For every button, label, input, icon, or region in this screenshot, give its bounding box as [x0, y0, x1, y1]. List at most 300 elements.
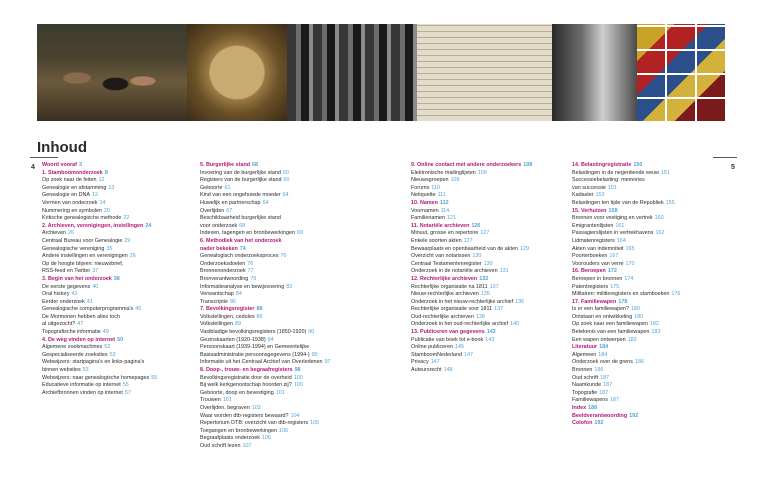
toc-entry: [42, 230, 202, 238]
toc-entry-title: Passagierslijsten in vertrekhavens: [572, 230, 654, 237]
toc-entry-title: Registers van de burgerlijke stand: [200, 177, 282, 184]
toc-entry: [572, 367, 732, 375]
toc-entry-title: Oud schrift lezen: [200, 442, 241, 449]
toc-entry: [572, 306, 732, 314]
toc-entry: [572, 276, 732, 284]
toc-page-number: 67: [226, 207, 233, 214]
toc-entry: [572, 246, 732, 254]
toc-entry-title: Beroepen in bronnen: [572, 275, 623, 282]
toc-entry: [572, 337, 732, 345]
toc-page-number: 12: [98, 177, 105, 184]
toc-chapter-entry: [42, 170, 202, 178]
toc-chapter-entry: [572, 344, 732, 352]
toc-entry-title: Toegangen en bronbewerkingen: [200, 427, 278, 434]
toc-entry-title: Huwelijk en partnerschap: [200, 199, 261, 206]
toc-entry-title: Bevolkingsregistratie door de overheid: [200, 374, 292, 381]
toc-page-number: 41: [86, 298, 93, 305]
toc-chapter-entry: [200, 306, 360, 314]
toc-entry-title: Beschikbaarheid burgerlijke stand: [200, 215, 281, 222]
toc-entry-title: nader bekeken: [200, 245, 238, 252]
family-portrait-image: [37, 24, 187, 121]
toc-entry: [200, 359, 360, 367]
toc-entry-title: Genealogie en afstamming: [42, 184, 107, 191]
toc-entry-title: Privacy: [411, 359, 429, 366]
toc-entry-title: 14. Belastingregistratie: [572, 162, 632, 168]
toc-entry-title: Beeldverantwoording: [572, 412, 628, 419]
toc-chapter-entry: [411, 329, 571, 337]
toc-page-number: 82: [286, 283, 293, 290]
toc-page-number: 187: [603, 382, 613, 389]
toc-entry: [42, 352, 202, 360]
toc-page-number: 142: [486, 329, 496, 336]
toc-entry-title: Onderzoeksdoelen: [200, 260, 246, 267]
toc-entry: [411, 321, 571, 329]
toc-entry-title: Bronnen voor vestiging en vertrek: [572, 215, 653, 222]
toc-page-number: 129: [520, 245, 529, 252]
toc-chapter-entry: [572, 299, 732, 307]
toc-entry-title: Lidmatenregisters: [572, 237, 615, 244]
toc-page-number: 40: [92, 283, 99, 290]
toc-entry-title: Informatieanalyse en bewijsvoering: [200, 283, 285, 290]
toc-entry: [572, 170, 732, 178]
toc-entry-title: Literatuur: [572, 344, 598, 351]
toc-entry-title: Netiquette: [411, 192, 436, 199]
toc-page-number: 147: [463, 351, 473, 358]
toc-entry-title: Publicatie van boek tot e-book: [411, 336, 484, 343]
toc-page-number: 187: [609, 397, 619, 404]
toc-page-number: 164: [616, 237, 626, 244]
toc-entry: [42, 367, 202, 375]
toc-entry: [42, 291, 202, 299]
toc-entry: [42, 185, 202, 193]
toc-entry: [42, 344, 202, 352]
toc-entry: [200, 390, 360, 398]
toc-entry-title: Op zoek naar een familiewapen: [572, 321, 648, 328]
toc-entry: [200, 299, 360, 307]
page-number-left: 4: [31, 164, 35, 171]
toc-entry: [200, 223, 360, 231]
toc-entry: [411, 352, 571, 360]
toc-entry-title: Archieven: [42, 230, 66, 237]
toc-page-number: 153: [595, 192, 605, 199]
toc-page-number: 188: [588, 405, 598, 411]
toc-entry: [572, 230, 732, 238]
toc-entry-title: Betekenis van een familiewapen: [572, 329, 650, 336]
toc-entry-title: Rechterlijke organisatie voor 1811: [411, 306, 493, 313]
toc-chapter-entry: [572, 162, 732, 170]
toc-page-number: 111: [437, 192, 446, 199]
toc-page-number: 103: [251, 405, 261, 411]
right-rule-divider: [713, 157, 737, 158]
toc-entry-title: Begraafplaats onderzoek: [200, 435, 260, 442]
toc-entry: [200, 435, 360, 443]
toc-entry-title: Naamkunde: [572, 382, 602, 389]
toc-entry-title: Oud-rechterlijke archieven: [411, 313, 474, 320]
toc-page-number: 101: [275, 389, 285, 396]
toc-entry-title: Voornamen: [411, 207, 439, 214]
toc-entry: [572, 382, 732, 390]
coats-of-arms-image: [637, 24, 727, 121]
toc-entry-title: Genealogische vereniging: [42, 245, 105, 252]
toc-entry: [411, 337, 571, 345]
toc-page-number: 184: [599, 344, 609, 351]
toc-chapter-entry: [411, 162, 571, 170]
toc-entry-title: De Mormonen hebben alles toch: [42, 313, 120, 320]
toc-entry: [572, 223, 732, 231]
toc-entry-title: Online publiceren: [411, 344, 453, 351]
toc-page-number: 104: [290, 412, 300, 419]
toc-page-number: 187: [599, 389, 609, 396]
toc-page-number: 69: [297, 230, 304, 237]
toc-entry-title: van successie: [572, 184, 606, 191]
toc-entry-title: Kadaster: [572, 192, 594, 199]
toc-entry-title: Transcriptie: [200, 298, 228, 305]
toc-page-number: 64: [282, 192, 289, 199]
toc-chapter-entry: [411, 276, 571, 284]
toc-entry-title: Webwijzers: naar genealogische homepages: [42, 374, 150, 381]
toc-entry-title: 15. Verhuizen: [572, 207, 607, 214]
toc-entry-title: Onderzoek in het oud-rechterlijke archief: [411, 321, 509, 328]
toc-entry: [411, 177, 571, 185]
toc-entry-title: Bronverantwoording: [200, 275, 249, 282]
toc-page-number: 49: [102, 329, 109, 336]
toc-entry-title: Bronnenonderzoek: [200, 268, 246, 275]
toc-entry-title: 1. Stamboomonderzoek: [42, 169, 103, 176]
toc-page-number: 38: [113, 275, 120, 282]
toc-entry-title: Rechterlijke organisatie na 1811: [411, 283, 488, 290]
toc-entry: [411, 359, 571, 367]
toc-page-number: 50: [117, 336, 124, 343]
toc-entry: [572, 329, 732, 337]
toc-page-number: 22: [123, 215, 130, 222]
toc-entry: [411, 299, 571, 307]
toc-page-number: 183: [651, 329, 661, 336]
toc-page-number: 131: [499, 268, 509, 275]
toc-page-number: 184: [598, 351, 608, 358]
toc-page-number: 192: [629, 412, 639, 419]
toc-page-number: 138: [475, 313, 485, 320]
toc-entry-title: Bij welk kerkgenootschap hoorden zij?: [200, 382, 292, 389]
toc-entry: [572, 253, 732, 261]
toc-page-number: 155: [665, 199, 675, 206]
toc-page-number: 130: [472, 253, 482, 260]
toc-entry: [42, 299, 202, 307]
toc-page-number: 180: [634, 313, 644, 320]
toc-entry: [42, 375, 202, 383]
toc-page-number: 29: [124, 237, 131, 244]
toc-entry-title: Op de hoogte blijven: nieuwsbrief,: [42, 260, 124, 267]
toc-page-number: 110: [431, 184, 440, 191]
toc-chapter-entry: [200, 367, 360, 375]
toc-entry-title: Elektronische mailinglijsten: [411, 169, 476, 176]
toc-page-number: 57: [124, 389, 131, 396]
toc-chapter-entry: [572, 405, 732, 413]
toc-entry: [411, 344, 571, 352]
toc-page-number: 127: [480, 230, 490, 237]
toc-page-number: 130: [483, 260, 493, 267]
toc-page-number: 12: [91, 192, 98, 199]
toc-entry-title: Webwijzers: startpagina's en links-pagina's: [42, 359, 145, 366]
toc-chapter-entry: [42, 337, 202, 345]
toc-page-number: 137: [494, 306, 504, 313]
toc-page-number: 160: [654, 215, 664, 222]
toc-entry-title: Geboorte, doop en bevestiging: [200, 389, 274, 396]
toc-entry: [200, 314, 360, 322]
toc-entry-title: Algemeen: [572, 351, 597, 358]
toc-page-number: 183: [627, 336, 637, 343]
toc-chapter-entry: [200, 238, 360, 246]
toc-entry: [200, 375, 360, 383]
toc-page-number: 76: [247, 260, 254, 267]
toc-page-number: 151: [607, 184, 617, 191]
toc-entry-title: Woord vooraf: [42, 162, 77, 168]
toc-entry-title: Gespecialiseerde zoeksites: [42, 351, 108, 358]
toc-entry-title: Op zoek naar de feiten: [42, 177, 97, 184]
toc-entry: [411, 268, 571, 276]
toc-entry: [200, 284, 360, 292]
toc-entry: [42, 200, 202, 208]
medallion-portrait-image: [187, 24, 287, 121]
toc-entry-title: binnen websites: [42, 367, 81, 374]
toc-entry-title: 2. Archieven, verenigingen, instellingen: [42, 222, 144, 229]
toc-entry-title: StamboomNederland: [411, 351, 462, 358]
toc-page-number: 101: [222, 397, 232, 404]
toc-entry-title: Bewaarplaats en openbaarheid van de akten: [411, 245, 518, 252]
toc-entry-title: Indexen, tagengen en bronbewerkingen: [200, 230, 296, 237]
toc-chapter-entry: [42, 162, 202, 170]
toc-entry-title: Voorouders van verre: [572, 260, 624, 267]
toc-entry-title: Repertorium DTB: overzicht van dtb-registers: [200, 420, 309, 427]
toc-entry: [200, 185, 360, 193]
toc-page-number: 74: [239, 245, 246, 252]
toc-entry-title: Akten van indemniteit: [572, 245, 624, 252]
toc-page-number: 127: [463, 237, 473, 244]
toc-page-number: 55: [122, 382, 129, 389]
toc-entry-title: 13. Publiceren van gegevens: [411, 329, 485, 336]
toc-entry: [200, 192, 360, 200]
toc-entry: [200, 344, 360, 352]
toc-page-number: 143: [485, 336, 495, 343]
toc-page-number: 151: [660, 169, 670, 176]
toc-entry-title: Colofon: [572, 420, 593, 427]
toc-entry: [572, 352, 732, 360]
toc-entry: [42, 359, 202, 367]
toc-entry-title: Familienamen: [411, 215, 445, 222]
toc-page-number: 100: [293, 374, 303, 381]
toc-entry-title: Centraal Bureau voor Genealogie: [42, 237, 123, 244]
toc-chapter-entry: [572, 420, 732, 428]
toc-entry: [42, 246, 202, 254]
handwritten-register-image: [417, 24, 552, 121]
toc-entry-title: Forums: [411, 184, 430, 191]
toc-page-number: 148: [443, 367, 453, 374]
toc-entry-title: Kritische genealogische methode: [42, 215, 122, 222]
toc-entry: [572, 238, 732, 246]
toc-entry-title: Overzicht van notarissen: [411, 253, 471, 260]
toc-entry-title: Educatieve informatie op internet: [42, 382, 121, 389]
toc-page-number: 58: [252, 162, 259, 168]
toc-page-number: 47: [77, 321, 84, 328]
toc-entry-title: Genealogie en DNA: [42, 192, 90, 199]
toc-entry-title: Centraal Testamentenregister: [411, 260, 482, 267]
toc-page-number: 68: [239, 222, 246, 229]
toc-entry-title: 7. Bevolkingsregister: [200, 306, 255, 313]
toc-entry: [572, 192, 732, 200]
toc-entry-title: Militairen: militieregisters en stamboeken: [572, 291, 670, 298]
toc-entry: [572, 177, 732, 185]
toc-entry-title: Auteursrecht: [411, 367, 442, 374]
toc-page-number: 161: [615, 222, 625, 229]
toc-page-number: 105: [310, 420, 320, 427]
toc-entry: [42, 261, 202, 269]
toc-entry: [411, 246, 571, 254]
toc-page-number: 98: [294, 367, 301, 374]
toc-page-number: 126: [471, 222, 481, 229]
toc-page-number: 13: [108, 184, 115, 191]
toc-entry-title: Patentregisters: [572, 283, 609, 290]
toc-entry: [200, 291, 360, 299]
toc-page-number: 100: [293, 382, 303, 389]
toc-entry: [42, 329, 202, 337]
toc-entry: [42, 268, 202, 276]
toc-page-number: 37: [92, 268, 99, 275]
toc-entry: [200, 268, 360, 276]
toc-entry-title: Volkstellingen, cedules: [200, 313, 255, 320]
toc-page-number: 172: [607, 268, 617, 275]
toc-column-2: [200, 162, 360, 451]
toc-entry-title: Poorterboeken: [572, 253, 608, 260]
toc-page-number: 55: [151, 374, 158, 381]
toc-entry: [411, 238, 571, 246]
toc-page-number: 150: [633, 162, 643, 168]
toc-page-number: 53: [82, 367, 89, 374]
toc-entry: [411, 230, 571, 238]
toc-entry-title: 5. Burgerlijke stand: [200, 162, 251, 168]
toc-chapter-entry: [200, 246, 360, 254]
toc-entry-title: Topografische informatie: [42, 329, 101, 336]
toc-page-number: 132: [479, 275, 489, 282]
toc-entry: [200, 413, 360, 421]
toc-page-number: 137: [489, 283, 499, 290]
toc-entry: [411, 314, 571, 322]
toc-entry: [200, 329, 360, 337]
toc-entry: [42, 208, 202, 216]
toc-entry: [572, 284, 732, 292]
toc-entry: [200, 208, 360, 216]
toc-entry: [42, 321, 202, 329]
toc-entry-title: Overlijden: [200, 207, 225, 214]
toc-entry-title: 10. Namen: [411, 199, 438, 206]
toc-entry-title: 4. De weg vinden op internet: [42, 336, 116, 343]
toc-entry-title: Invoering van de burgerlijke stand: [200, 169, 281, 176]
toc-page-number: 64: [262, 199, 269, 206]
toc-entry: [200, 321, 360, 329]
toc-entry-title: Minuut, grosse en repertoire: [411, 230, 479, 237]
toc-entry: [572, 200, 732, 208]
toc-entry-title: RSS-feed en Twitter: [42, 268, 91, 275]
toc-entry: [200, 397, 360, 405]
toc-entry: [42, 215, 202, 223]
toc-page-number: 158: [608, 207, 618, 214]
toc-page-number: 94: [267, 336, 274, 343]
toc-page-number: 86: [229, 298, 236, 305]
toc-chapter-entry: [411, 223, 571, 231]
toc-entry-title: Gezinskaarten (1920-1938): [200, 336, 266, 343]
toc-entry-title: Informatie uit het Centraal Archief van Overledenen: [200, 359, 323, 366]
toc-entry: [411, 170, 571, 178]
toc-entry: [572, 390, 732, 398]
toc-page-number: 97: [324, 359, 331, 366]
toc-chapter-entry: [411, 200, 571, 208]
toc-entry-title: 16. Beroepen: [572, 268, 606, 275]
toc-entry: [200, 405, 360, 413]
toc-entry-title: Emigrantenlijsten: [572, 222, 614, 229]
toc-entry: [200, 177, 360, 185]
toc-page-number: 174: [624, 275, 634, 282]
toc-page-number: 167: [609, 253, 619, 260]
toc-entry-title: 12. Rechterlijke archieven: [411, 275, 478, 282]
toc-page-number: 53: [109, 351, 116, 358]
toc-entry: [42, 306, 202, 314]
toc-column-3: [411, 162, 571, 375]
toc-entry-title: Geboorte: [200, 184, 223, 191]
toc-page-number: 35: [106, 245, 113, 252]
toc-entry: [42, 382, 202, 390]
toc-chapter-entry: [200, 162, 360, 170]
toc-page-number: 41: [71, 291, 78, 298]
toc-page-number: 107: [242, 442, 252, 449]
two-women-photo-image: [552, 24, 637, 121]
toc-entry-title: Index: [572, 405, 587, 411]
toc-page-number: 26: [129, 253, 136, 260]
toc-entry-title: Andere instellingen en verenigingen: [42, 253, 128, 260]
toc-entry-title: Nieuwsgroepen: [411, 177, 449, 184]
toc-page-number: 84: [235, 291, 242, 298]
group-photo-image: [287, 24, 417, 121]
toc-entry: [42, 238, 202, 246]
toc-page-number: 178: [618, 298, 628, 305]
toc-page-number: 60: [282, 169, 289, 176]
toc-chapter-entry: [42, 223, 202, 231]
toc-page-number: 147: [430, 359, 440, 366]
toc-entry-title: Een wapen ontwerpen: [572, 336, 626, 343]
toc-entry-title: Ontstaan en ontwikkeling: [572, 313, 633, 320]
toc-chapter-entry: [572, 413, 732, 421]
toc-page-number: 89: [234, 321, 241, 328]
toc-entry-title: Enkele soorten akten: [411, 237, 462, 244]
toc-page-number: 61: [224, 184, 231, 191]
toc-entry-title: Volkstellingen: [200, 321, 233, 328]
toc-page-number: 109: [477, 169, 487, 176]
toc-entry: [572, 291, 732, 299]
toc-entry: [42, 284, 202, 292]
toc-chapter-entry: [572, 208, 732, 216]
toc-page-number: 175: [610, 283, 620, 290]
toc-entry: [572, 375, 732, 383]
toc-entry-title: Onderzoek in het nieuw-rechterlijke archief: [411, 298, 514, 305]
toc-entry: [411, 306, 571, 314]
header-photo-collage: [37, 24, 727, 121]
toc-entry: [200, 428, 360, 436]
toc-page-number: 95: [311, 351, 318, 358]
toc-page-number: 170: [625, 260, 635, 267]
toc-entry-title: Genealogisch onderzoeksproces: [200, 253, 279, 260]
toc-entry-title: Kind van een ongehuwde moeder: [200, 192, 281, 199]
toc-entry-title: Belastingen ten tijde van de Republiek: [572, 199, 664, 206]
toc-page-number: 26: [67, 230, 74, 237]
toc-entry-title: Eerder onderzoek: [42, 298, 85, 305]
toc-page-number: 45: [135, 306, 142, 313]
